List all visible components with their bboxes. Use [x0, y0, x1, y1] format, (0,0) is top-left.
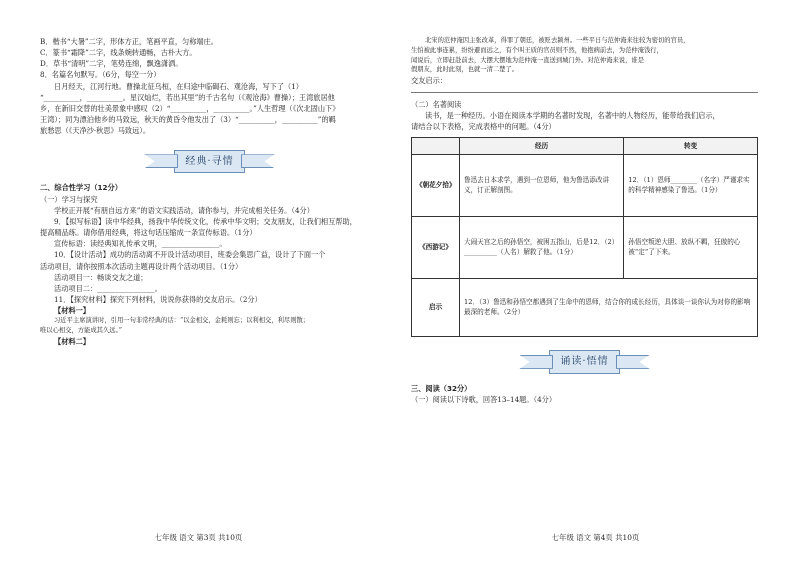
story-line4: 假朋友，此时此刻，也就一清二楚了。 — [411, 66, 519, 74]
table-header — [412, 137, 758, 154]
ribbon-tail-left — [519, 355, 553, 369]
option-b: B．楷书“大暑”二字，形体方正，笔画平直，匀称端庄。 — [40, 37, 218, 46]
q9-answer: 宣传标语：读经典知礼传承文明，________________。 — [54, 239, 227, 249]
table-cell-book: 启示 — [412, 278, 460, 336]
ribbon-tail-left — [144, 154, 178, 168]
material-1-line2: 唯以心相交，方能成其久远。” — [40, 327, 122, 335]
table-row — [412, 216, 758, 278]
friendship-hint: 交友启示： — [411, 76, 447, 85]
ribbon-tail-right — [241, 154, 275, 168]
table-cell-change[interactable]: 12．（1）恩师________（名字）严谨求实的科学精神感染了鲁迅。（1分） — [624, 154, 758, 216]
table-row — [412, 154, 758, 216]
story-line2: 生怕被此事连累，纷纷避而远之，有个叫王质的官员则不然，他抱病前去，为范仲淹饯行， — [411, 46, 663, 54]
left-footer: 七年级 语文 第3页 共10页 — [154, 532, 243, 542]
material-2-label: 【材料二】 — [54, 336, 90, 346]
option-c: C．篆书“霜降”二字，线条婉转通畅，古朴大方。 — [40, 48, 197, 58]
q8-line4: 王湾）；同为漂泊他乡的马致远，秋天的黄昏令他发出了（3）“__________，__________”的羁 — [40, 115, 336, 125]
q10-item2: 活动项目二：________________。 — [54, 283, 162, 293]
question-8: 8．名篇名句默写。（6分，每空一分） — [40, 70, 161, 80]
reading-intro-1: 读书，是一种经历。小语在阅读本学期的名著时发现，名著中的人物经历，能带给我们启示， — [425, 111, 720, 121]
table-cell-book: 《西游记》 — [412, 216, 460, 278]
divider — [411, 92, 758, 93]
table-header-cell: 转变 — [624, 137, 758, 154]
subsection-1: （一）学习与探究 — [40, 194, 98, 204]
story-line3: 闻说后，立即赶赴前去，大摆大摆地为范仲淹一直送到城门外。对范仲淹来说，谁是 — [411, 56, 644, 64]
section-2-title: 二、综合性学习（12分） — [40, 183, 122, 193]
option-d: D．草书“清明”二字，笔势连绵，飘逸潇洒。 — [40, 59, 183, 69]
material-1-label: 【材料一】 — [54, 306, 90, 316]
q8-line5: 旅愁思（《天净沙·秋思》马致远）。 — [40, 126, 151, 136]
table-row — [412, 278, 758, 336]
q10-line1: 10．【设计活动】成功的活动离不开设计活动项目，班委会集思广益，设计了下面一个 — [54, 250, 326, 260]
right-page — [397, 0, 794, 561]
table-cell-change: 孙悟空叛逆大胆、放纵不羁，狂傲的心被“定”了下来。 — [624, 216, 758, 278]
q8-line1: 日月经天，江河行地。曹操北征乌桓，在归途中临碣石、观沧海，写下了（1） — [54, 81, 303, 91]
q10-item1: 活动项目一：畅谈交友之道； — [54, 272, 148, 282]
ribbon-title: 诵读·悟情 — [549, 350, 619, 374]
right-footer: 七年级 语文 第4页 共10页 — [551, 532, 640, 542]
section-3-title: 三、阅读（32分） — [411, 383, 472, 393]
q9-line2: 提高精品练。请你借用经典，将这句话压缩成一条宣传标语。（1分） — [40, 228, 257, 238]
table-cell-insight[interactable]: 12．（3）鲁迅和孙悟空都遇到了生命中的恩师，结合你的成长经历，具体谈一谈你认为对你的影响最深的老师。（2分） — [460, 278, 758, 336]
reading-intro-2: 请结合以下表格，完成表格中的问题。（4分） — [411, 122, 556, 132]
activity-intro: 学校正开展“有朋自远方来”的语文实践活动，请你参与，并完成相关任务。（4分） — [54, 205, 314, 215]
book-table — [411, 137, 758, 337]
story-line1: 北宋的范仲淹因主张改革，得罪了朝廷，被贬去颍州。一些平日与范仲淹来往较为密切的官员， — [425, 37, 690, 44]
q11: 11．【探究材料】探究下列材料，说说你获得的交友启示。（2分） — [54, 294, 262, 304]
ribbon-title: 经典·寻情 — [174, 150, 244, 174]
table-cell-experience[interactable]: 大闹天宫之后的孙悟空，被困五指山，后是12．（2）__________（人名）解救了他。（1分） — [460, 216, 624, 278]
table-cell-book: 《朝花夕拾》 — [412, 154, 460, 216]
ribbon-jingdian — [40, 144, 379, 178]
q10-line2: 活动项目，请你按照本次活动主题再设计两个活动项目。（1分） — [40, 261, 243, 271]
table-header-cell — [412, 137, 460, 154]
q8-line3: 乡，在新旧交替的壮美景象中感叹（2）“__________，__________。”人生哲理（《次北固山下》 — [40, 103, 340, 113]
table-cell-experience: 鲁迅去日本求学，遇到一位恩师，他为鲁迅添改讲义，订正解剖图。 — [460, 154, 624, 216]
subsection-3: （一）阅读以下诗歌，回答13–14题。（4分） — [411, 395, 557, 404]
subsection-2: （二）名著阅读 — [411, 100, 462, 110]
material-1-line1: 习近平主席演讲时，引用一句非常经典的话：“以金相交，金耗则忘；以利相交，利尽则散； — [54, 317, 310, 325]
table-header-cell: 经历 — [460, 137, 624, 154]
ribbon-tail-right — [616, 355, 650, 369]
q9-line1: 9．【拟写标语】读中华经典，扬我中华传统文化，传承中华文明；交友朋友，让我们相互帮助， — [54, 216, 357, 226]
ribbon-songdu — [411, 345, 758, 379]
q8-line2: “__________，__________。星汉灿烂，若出其里”的千古名句（《观沧海》曹操）；王湾旅居他 — [40, 92, 335, 102]
